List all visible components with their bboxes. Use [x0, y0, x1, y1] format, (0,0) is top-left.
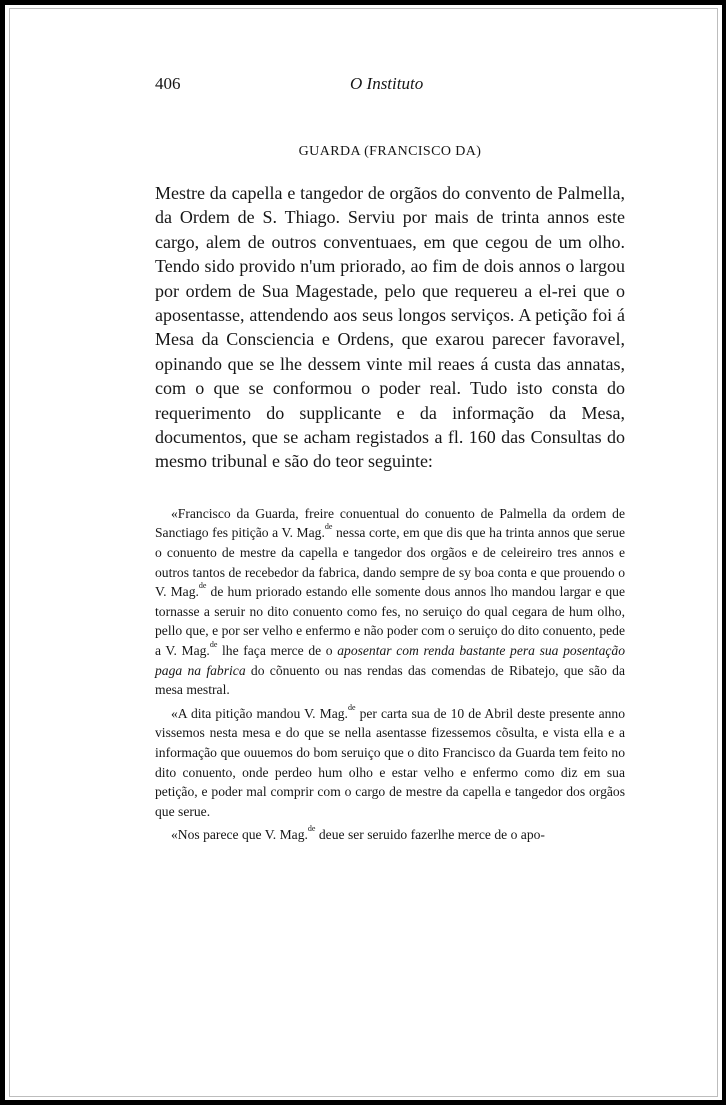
quote-paragraph-2: «A dita pitição mandou V. Mag.$^{de}$ per carta sua de 10 de Abril deste presente anno vissemos nesta mesa e do que se nella asentasse fizessemos cõsulta, e vista ella e a informação que ouuemos do bom seruiço que o dito Francisco da Guarda tem feito no dito conuento, onde perdeo hum olho e estar velho e enfermo como diz em sua petição, e poder mal comprir com o cargo de mestre da capella e tangedor dos orgãos que serue. — [155, 702, 625, 819]
section-title: GUARDA (FRANCISCO DA) — [298, 144, 482, 159]
body-paragraph: Mestre da capella e tangedor de orgãos do convento de Palmella, da Ordem de S. Thiago. Serviu por mais de trinta annos este cargo, alem de outros conventuaes, em que cegou de um olho. Tendo sido provido n'um priorado, ao fim de dois annos o largou por ordem de Sua Magestade, pelo que requereu a el-rei que o aposentasse, attendendo aos seus longos serviços. A petição foi á Mesa da Consciencia e Ordens, que exarou parecer favoravel, opinando que se lhe dessem vinte mil reaes á custa das annatas, com o que se conformou o poder real. Tudo isto consta do requerimento do supplicante e da informação da Mesa, documentos, que se acham registados a fl. 160 das Consultas do mesmo tribunal e são do teor seguinte: — [155, 183, 625, 472]
quote-paragraph-1: «Francisco da Guarda, freire conuentual do conuento de Palmella da ordem de Sanctiago fes pitição a V. Mag.$^{de}$ nessa corte, em que dis que ha trinta annos que serue o conuento de mestre da capella e tangedor dos orgãos e de celeireiro tres annos e outros tantos de recebedor da fabrica, dando sempre de sy boa conta e que prouendo o V. Mag.$^{de}$ de hum priorado estando elle somente dous annos lho mandou largar e que tornasse a seruir no dito conuento como fes, no seruiço do qual cegara de hum olho, pello que, e por ser velho e enfermo e não poder com o seruiço do dito conuento, pede a V. Mag.$^{de}$ lhe faça merce de o aposentar com renda bastante pera sua posentação paga na fabrica do cõnuento ou nas rendas das comendas de Ribatejo, que são da mesa mestral. — [155, 505, 625, 698]
quote-paragraph-3: «Nos parece que V. Mag.$^{de}$ deue ser seruido fazerlhe merce de o apo- — [171, 824, 545, 843]
running-title: O Instituto — [350, 74, 424, 93]
running-header — [155, 70, 625, 98]
quoted-document — [155, 504, 625, 845]
page-number: 406 — [155, 74, 181, 93]
book-page — [155, 70, 625, 845]
